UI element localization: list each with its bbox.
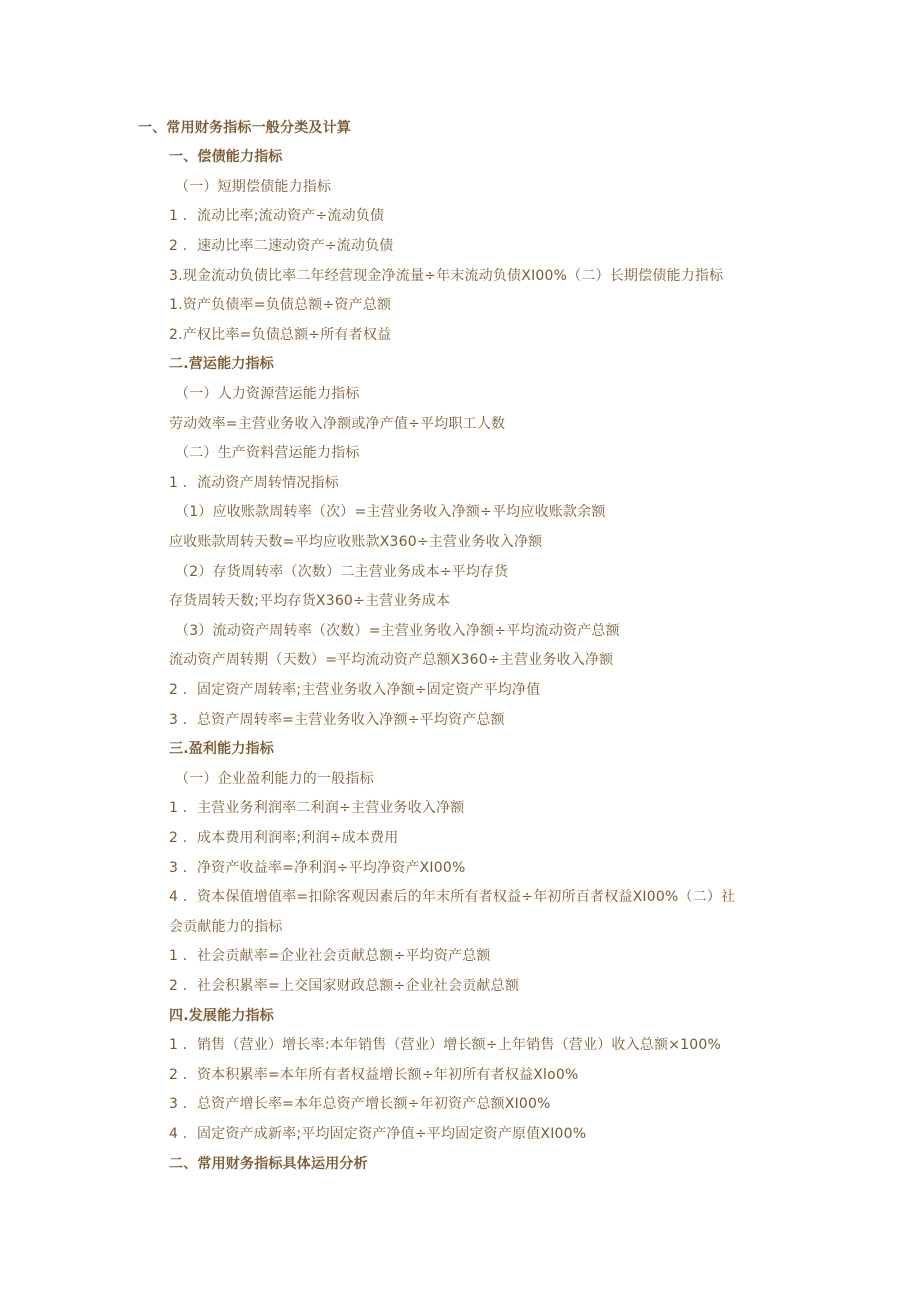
list-item: 2 ．成本费用利润率;利润÷成本费用: [169, 830, 399, 846]
list-item: 2.产权比率=负债总额÷所有者权益: [169, 327, 392, 343]
subsection-general-profitability: （一）企业盈利能力的一般指标: [175, 771, 374, 787]
list-item: （3）流动资产周转率（次数）=主营业务收入净额÷平均流动资产总额: [175, 623, 620, 639]
list-item: 存货周转天数;平均存货X360÷主营业务成本: [169, 593, 451, 609]
list-item: 2 ．社会积累率=上交国家财政总额÷企业社会贡献总额: [169, 978, 520, 994]
list-item: 3 ．总资产周转率=主营业务收入净额÷平均资产总额: [169, 712, 505, 728]
list-item: 2 ．速动比率二速动资产÷流动负债: [169, 238, 394, 254]
list-item: 流动资产周转期（天数）=平均流动资产总额X360÷主营业务收入净额: [169, 652, 614, 668]
subsection-short-term-solvency: （一）短期偿债能力指标: [175, 179, 332, 195]
list-item: 4 ．固定资产成新率;平均固定资产净值÷平均固定资产原值XI00%: [169, 1126, 587, 1142]
section-heading-solvency: 一、偿债能力指标: [169, 149, 283, 165]
list-item: 1 ．销售（营业）增长率:本年销售（营业）增长额÷上年销售（营业）收入总额×100%: [169, 1037, 721, 1053]
list-item: 2 ．固定资产周转率;主营业务收入净额÷固定资产平均净值: [169, 682, 541, 698]
document-title: 一、常用财务指标一般分类及计算: [138, 120, 351, 136]
list-item: 会贡献能力的指标: [169, 919, 283, 935]
list-item: 应收账款周转天数=平均应收账款X360÷主营业务收入净额: [169, 534, 543, 550]
list-item: 1 ．社会贡献率=企业社会贡献总额÷平均资产总额: [169, 948, 491, 964]
section-heading-profitability: 三.盈利能力指标: [169, 741, 274, 757]
subsection-human-resources: （一）人力资源营运能力指标: [175, 386, 360, 402]
list-item: 3.现金流动负债比率二年经营现金净流量÷年末流动负债XI00%（二）长期偿债能力指标: [169, 268, 724, 284]
section-heading-operation: 二.营运能力指标: [169, 356, 274, 372]
part-two-title: 二、常用财务指标具体运用分析: [169, 1156, 368, 1172]
section-heading-development: 四.发展能力指标: [169, 1008, 274, 1024]
list-item: 2 ．资本积累率=本年所有者权益增长额÷年初所有者权益Xlo0%: [169, 1067, 579, 1083]
list-item: 1 ．流动比率;流动资产÷流动负债: [169, 208, 385, 224]
list-item: 1 ．流动资产周转情况指标: [169, 475, 339, 491]
subsection-production-means: （二）生产资料营运能力指标: [175, 445, 360, 461]
list-item: （2）存货周转率（次数）二主营业务成本÷平均存货: [175, 564, 509, 580]
list-item: 3 ．总资产增长率=本年总资产增长额÷年初资产总额XI00%: [169, 1096, 551, 1112]
list-item: 1 ．主营业务利润率二利润÷主营业务收入净额: [169, 800, 465, 816]
list-item: （1）应收账款周转率（次）=主营业务收入净额÷平均应收账款余额: [175, 504, 606, 520]
list-item: 劳动效率=主营业务收入净额或净产值÷平均职工人数: [169, 416, 506, 432]
list-item: 4 ．资本保值增值率=扣除客观因素后的年末所有者权益÷年初所百者权益XI00%（二）社: [169, 889, 736, 905]
list-item: 1.资产负债率=负债总额÷资产总额: [169, 297, 392, 313]
list-item: 3 ．净资产收益率=净利润÷平均净资产XI00%: [169, 860, 466, 876]
